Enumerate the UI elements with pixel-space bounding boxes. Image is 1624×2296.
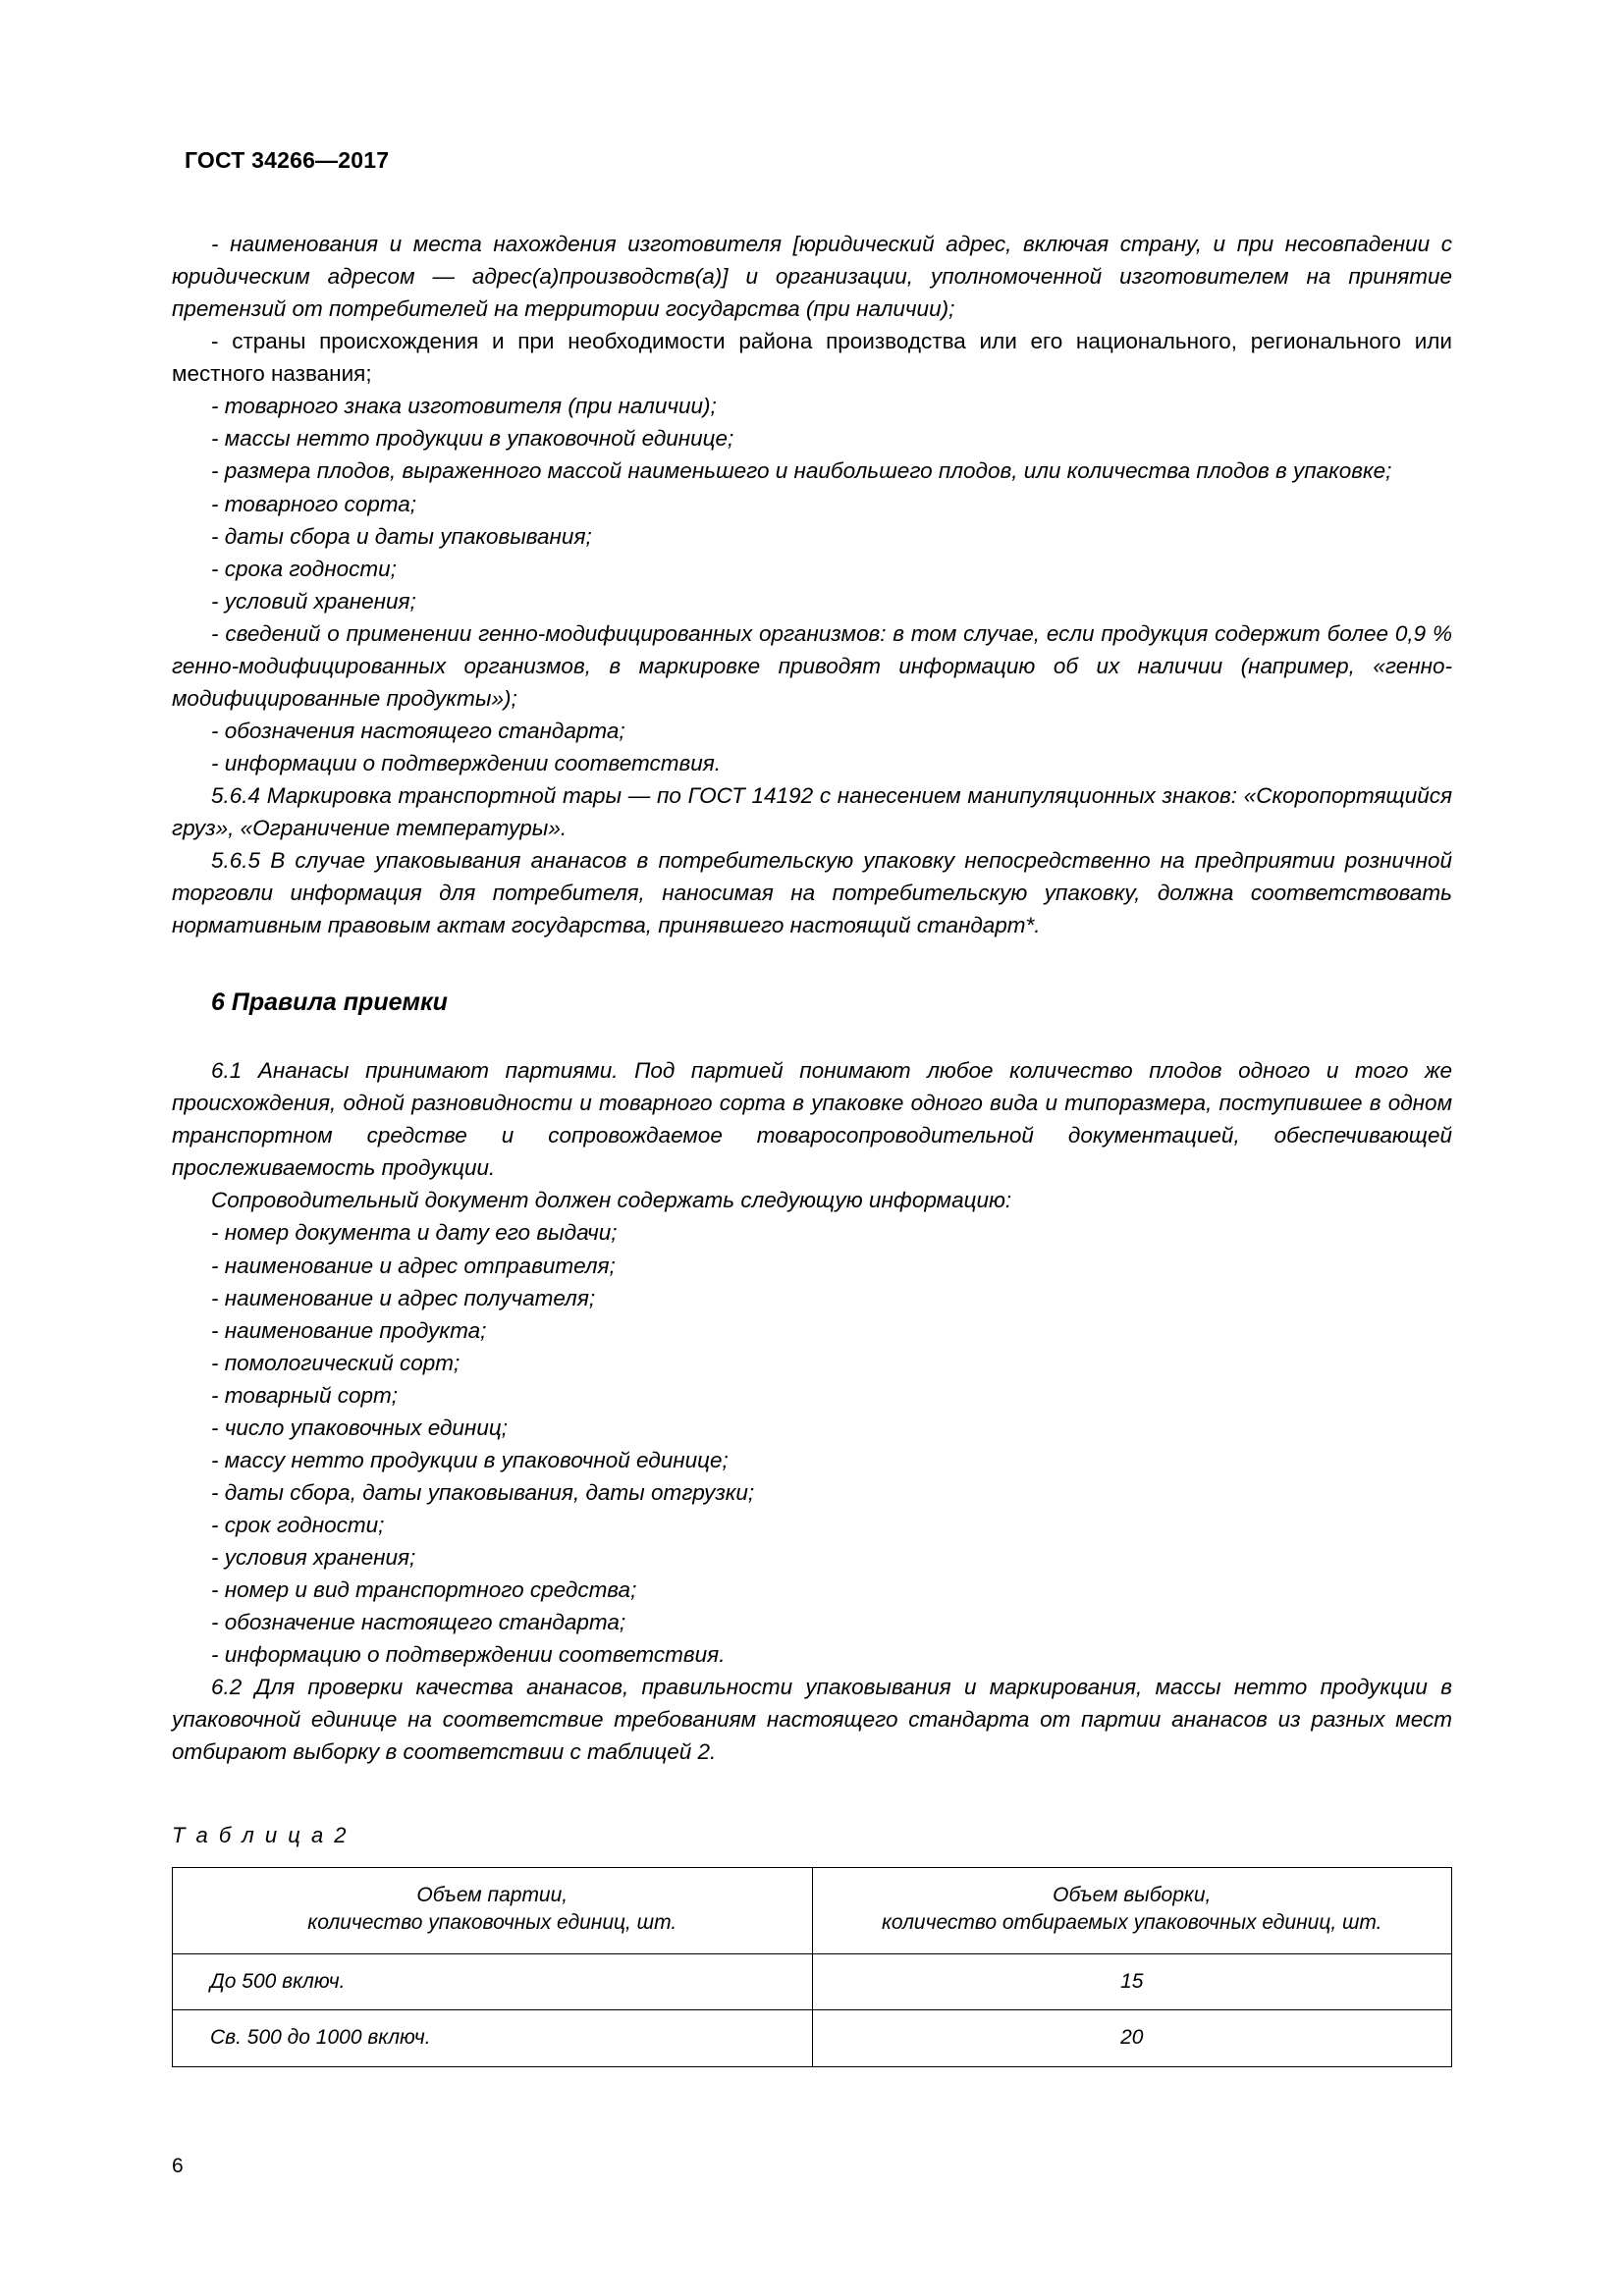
list-item: - массу нетто продукции в упаковочной единице;	[211, 1447, 729, 1472]
list-item: - условия хранения;	[211, 1545, 416, 1571]
list-item: - размера плодов, выраженного массой наименьшего и наибольшего плодов, или количества плодов в упаковке;	[211, 458, 1392, 484]
list-item: - даты сбора, даты упаковывания, даты отгрузки;	[211, 1479, 755, 1505]
list-item: - массы нетто продукции в упаковочной единице;	[211, 426, 734, 452]
table-cell-sample: 20	[812, 2010, 1452, 2067]
list-item: - наименование и адрес отправителя;	[211, 1253, 616, 1278]
table-header-lot-line1: Объем партии,	[416, 1883, 568, 1906]
list-item: - информации о подтверждении соответствия.	[211, 751, 722, 775]
clause-6-2: 6.2 Для проверки качества ананасов, правильности упаковывания и маркирования, массы нетто продукции в упаковочной единице на соответствие требованиям настоящего стандарта от партии ананасов из разных мест отбирают выборку в соответствии с таблицей 2.	[172, 1675, 1452, 1765]
table-cell-lot: Св. 500 до 1000 включ.	[173, 2010, 813, 2067]
page-number: 6	[172, 2155, 184, 2177]
list-item: - номер и вид транспортного средства;	[211, 1577, 637, 1603]
table-caption: Т а б л и ц а 2	[172, 1822, 350, 1847]
list-item: - обозначение настоящего стандарта;	[211, 1610, 626, 1635]
table-header-sample-line1: Объем выборки,	[1053, 1883, 1212, 1906]
list-item: - сведений о применении генно-модифицированных организмов: в том случае, если продукция содержит более 0,9 % генно-модифицированных организмов, в маркировке приводят информацию об их наличии (например, «генно-модифицированные продукты»);	[172, 620, 1452, 711]
clause-6-1: 6.1 Ананасы принимают партиями. Под партией понимают любое количество плодов одного и того же происхождения, одной разновидности и товарного сорта в упаковке одного вида и типоразмера, поступившее в одном транспортном средстве и сопровождаемое товаросопроводительной документацией, обеспечивающей прослеживаемость продукции.	[172, 1058, 1452, 1181]
list-item: - номер документа и дату его выдачи;	[211, 1220, 618, 1246]
clause-5-6-5: 5.6.5 В случае упаковывания ананасов в потребительскую упаковку непосредственно на предприятии розничной торговли информация для потребителя, наносимая на потребительскую упаковку, должна соответствовать нормативным правовым актам государства, принявшего настоящий стандарт*.	[172, 848, 1452, 938]
list-item: - даты сбора и даты упаковывания;	[211, 523, 592, 549]
list-item: - срока годности;	[211, 556, 397, 581]
table-row	[173, 1953, 1452, 2010]
list-item: - информацию о подтверждении соответствия.	[211, 1642, 726, 1668]
paragraph-dash-origin: - страны происхождения и при необходимости района производства или его национального, регионального или местного названия;	[172, 329, 1452, 387]
table-header-sample-line2: количество отбираемых упаковочных единиц, шт.	[881, 1911, 1382, 1935]
table-cell-lot: До 500 включ.	[173, 1953, 813, 2010]
table-header-lot-line2: количество упаковочных единиц, шт.	[307, 1911, 677, 1935]
table-header-row	[173, 1867, 1452, 1953]
table-header-sample	[812, 1867, 1452, 1953]
clause-5-6-4: 5.6.4 Маркировка транспортной тары — по ГОСТ 14192 с нанесением манипуляционных знаков: «Скоропортящийся груз», «Ограничение температуры».	[172, 783, 1452, 841]
list-item: - наименование и адрес получателя;	[211, 1285, 596, 1310]
paragraph-dash-manufacturer: - наименования и места нахождения изготовителя [юридический адрес, включая страну, и при несовпадении с юридическим адресом — адрес(а)производств(а)] и организации, уполномоченной изготовителем на принятие претензий от потребителей на территории государства (при наличии);	[172, 232, 1452, 322]
table-header-lot	[173, 1867, 813, 1953]
list-item: - число упаковочных единиц;	[211, 1415, 508, 1440]
doc-info-lead: Сопроводительный документ должен содержать следующую информацию:	[211, 1188, 1012, 1213]
page-header: ГОСТ 34266—2017	[185, 147, 390, 173]
list-item: - товарного сорта;	[211, 491, 417, 516]
section-heading-6: 6 Правила приемки	[211, 988, 448, 1017]
page-content	[172, 228, 1452, 2067]
list-item: - обозначения настоящего стандарта;	[211, 718, 625, 743]
table-cell-sample: 15	[812, 1953, 1452, 2010]
list-item: - условий хранения;	[211, 588, 416, 614]
table-2	[172, 1867, 1452, 2067]
list-item: - наименование продукта;	[211, 1317, 487, 1343]
list-item: - товарного знака изготовителя (при наличии);	[211, 394, 717, 419]
list-item: - товарный сорт;	[211, 1382, 398, 1408]
table-row	[173, 2010, 1452, 2067]
list-item: - срок годности;	[211, 1513, 385, 1537]
list-item: - помологический сорт;	[211, 1350, 460, 1375]
